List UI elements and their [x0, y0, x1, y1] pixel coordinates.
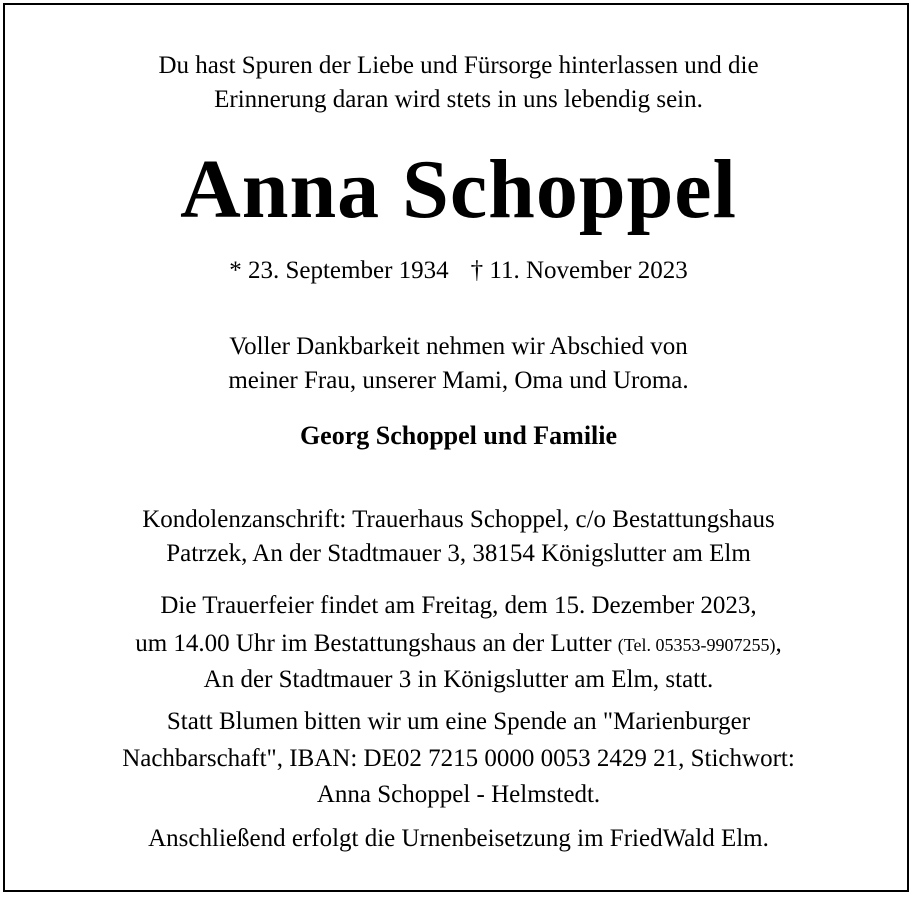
burial-note: Anschließend erfolgt die Urnenbeisetzung im FriedWald Elm. [148, 825, 769, 852]
service-line-2-end: , [775, 630, 782, 657]
death-date: † 11. November 2023 [470, 257, 688, 284]
condolence-line-1: Kondolenzanschrift: Trauerhaus Schoppel, c/o Bestattungshaus [142, 506, 775, 533]
condolence-line-2: Patrzek, An der Stadtmauer 3, 38154 Königslutter am Elm [166, 540, 751, 567]
donation-line-3: Anna Schoppel - Helmstedt. [316, 781, 601, 808]
donation-line-2: Nachbarschaft", IBAN: DE02 7215 0000 0053 2429 21, Stichwort: [122, 745, 795, 772]
service-line-2 [0, 628, 917, 661]
family-signature: Georg Schoppel und Familie [299, 421, 618, 450]
deceased-name: Anna Schoppel [180, 143, 737, 236]
birth-date: * 23. September 1934 [229, 257, 449, 284]
motto-line-2: Erinnerung daran wird stets in uns lebendig sein. [214, 86, 703, 113]
farewell-line-2: meiner Frau, unserer Mami, Oma und Uroma. [228, 367, 689, 394]
phone-number: (Tel. 05353-9907255) [617, 635, 776, 655]
service-line-3: An der Stadtmauer 3 in Königslutter am Elm, statt. [203, 666, 714, 693]
life-dates [0, 255, 917, 287]
farewell-line-1: Voller Dankbarkeit nehmen wir Abschied von [229, 333, 688, 360]
donation-line-1: Statt Blumen bitten wir um eine Spende an "Marienburger [166, 708, 751, 735]
service-line-1: Die Trauerfeier findet am Freitag, dem 15. Dezember 2023, [160, 592, 757, 619]
service-location: um 14.00 Uhr im Bestattungshaus an der Lutter [135, 630, 618, 657]
motto-line-1: Du hast Spuren der Liebe und Fürsorge hinterlassen und die [158, 52, 759, 79]
